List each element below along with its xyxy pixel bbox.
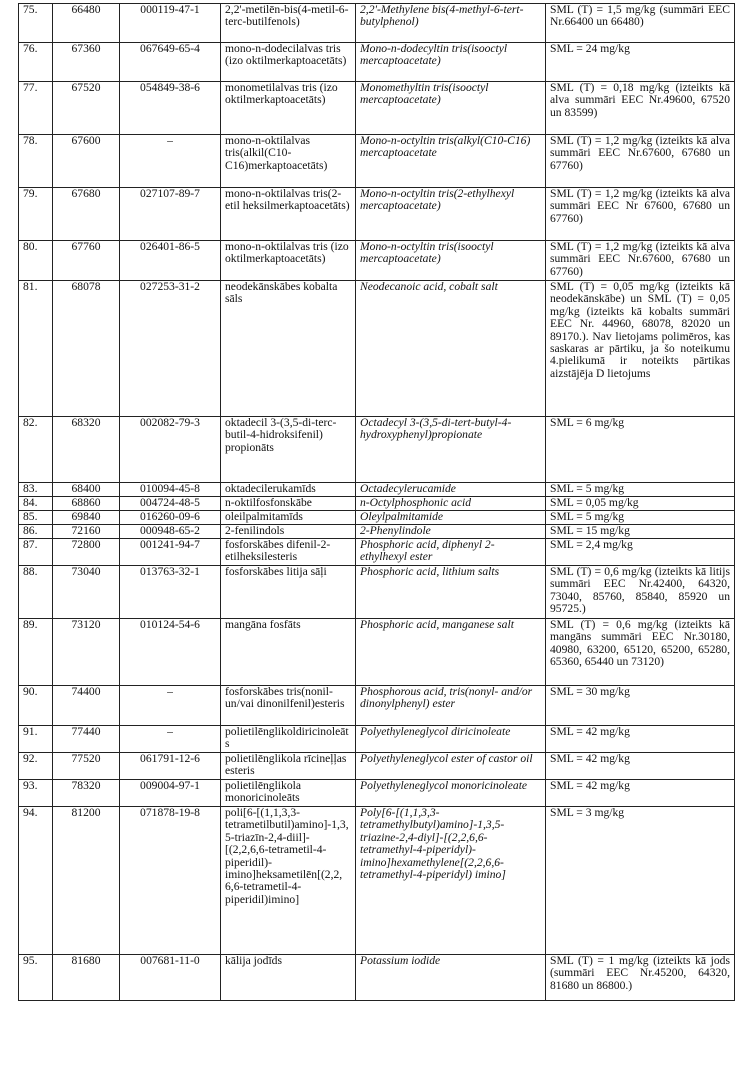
restriction-limit: SML = 3 mg/kg — [546, 807, 735, 955]
cas-number: 004724-48-5 — [120, 497, 221, 511]
restriction-limit: SML (T) = 0,6 mg/kg (izteikts kā mangāns summāri EEC Nr.30180, 40980, 63200, 65120, 65200, 65280, 65360, 65440 un 73120) — [546, 619, 735, 686]
substance-name-lv: 2,2'-metilēn-bis(4-metil-6-terc-butilfenols) — [221, 4, 356, 43]
cas-number: – — [120, 135, 221, 188]
row-number: 86. — [19, 525, 53, 539]
substance-name-en: Octadecylerucamide — [356, 483, 546, 497]
cas-number: 010124-54-6 — [120, 619, 221, 686]
restriction-limit: SML = 2,4 mg/kg — [546, 539, 735, 566]
substance-name-lv: fosforskābes tris(nonil- un/vai dinonilfenil)esteris — [221, 686, 356, 726]
substance-name-lv: 2-fenilindols — [221, 525, 356, 539]
table-row — [19, 619, 735, 686]
table-row — [19, 566, 735, 619]
ref-number: 77520 — [53, 753, 120, 780]
table-row — [19, 807, 735, 955]
substance-name-lv: n-oktilfosfonskābe — [221, 497, 356, 511]
table-row — [19, 525, 735, 539]
substance-name-en: Mono-n-octyltin tris(alkyl(C10-C16) mercaptoacetate — [356, 135, 546, 188]
row-number: 90. — [19, 686, 53, 726]
table-row — [19, 483, 735, 497]
ref-number: 77440 — [53, 726, 120, 753]
substance-name-en: Poly[6-[(1,1,3,3-tetramethylbutyl)amino]-1,3,5-triazine-2,4-diyl]-[(2,2,6,6-tetramethyl-4-piperidyl)-imino]hexamethylene[(2,2,6,6-tetramethyl-4-piperidyl) imino] — [356, 807, 546, 955]
substance-name-lv: mono-n-dodecilalvas tris (izo oktilmerkaptoacetāts) — [221, 43, 356, 82]
table-row — [19, 4, 735, 43]
cas-number: 026401-86-5 — [120, 241, 221, 281]
row-number: 78. — [19, 135, 53, 188]
ref-number: 72800 — [53, 539, 120, 566]
table-row — [19, 135, 735, 188]
table-row — [19, 686, 735, 726]
substance-name-lv: mono-n-oktilalvas tris(alkil(C10-C16)merkaptoacetāts) — [221, 135, 356, 188]
table-row — [19, 726, 735, 753]
cas-number: 013763-32-1 — [120, 566, 221, 619]
restriction-limit: SML = 0,05 mg/kg — [546, 497, 735, 511]
substance-name-lv: polietilēnglikola rīcineļļas esteris — [221, 753, 356, 780]
row-number: 75. — [19, 4, 53, 43]
ref-number: 67360 — [53, 43, 120, 82]
substance-name-lv: polietilēnglikoldiricinoleāts — [221, 726, 356, 753]
row-number: 95. — [19, 955, 53, 1001]
substance-name-en: Polyethyleneglycol monoricinoleate — [356, 780, 546, 807]
substance-name-lv: kālija jodīds — [221, 955, 356, 1001]
ref-number: 68320 — [53, 417, 120, 483]
substance-name-lv: neodekānskābes kobalta sāls — [221, 281, 356, 417]
row-number: 82. — [19, 417, 53, 483]
row-number: 87. — [19, 539, 53, 566]
ref-number: 73040 — [53, 566, 120, 619]
table-body — [19, 4, 735, 1001]
substance-name-lv: poli[6-[(1,1,3,3-tetrametilbutil)amino]-1,3,5-triazīn-2,4-diil]-[(2,2,6,6-tetrametil-4-piperidil)-imino]heksametilēn[(2,2, 6,6-tetrametil-4-piperidil)imino] — [221, 807, 356, 955]
substance-name-en: Mono-n-octyltin tris(2-ethylhexyl mercaptoacetate) — [356, 188, 546, 241]
row-number: 85. — [19, 511, 53, 525]
row-number: 76. — [19, 43, 53, 82]
substance-name-en: Mono-n-dodecyltin tris(isooctyl mercaptoacetate) — [356, 43, 546, 82]
substance-name-lv: mono-n-oktilalvas tris(2-etil heksilmerkaptoacetāts) — [221, 188, 356, 241]
cas-number: 000119-47-1 — [120, 4, 221, 43]
row-number: 92. — [19, 753, 53, 780]
cas-number: 016260-09-6 — [120, 511, 221, 525]
cas-number: 007681-11-0 — [120, 955, 221, 1001]
row-number: 84. — [19, 497, 53, 511]
cas-number: 002082-79-3 — [120, 417, 221, 483]
restriction-limit: SML = 30 mg/kg — [546, 686, 735, 726]
substance-name-lv: oleilpalmitamīds — [221, 511, 356, 525]
restriction-limit: SML = 42 mg/kg — [546, 726, 735, 753]
cas-number: 027253-31-2 — [120, 281, 221, 417]
ref-number: 74400 — [53, 686, 120, 726]
ref-number: 66480 — [53, 4, 120, 43]
substance-name-en: Phosphoric acid, diphenyl 2-ethylhexyl ester — [356, 539, 546, 566]
row-number: 80. — [19, 241, 53, 281]
table-row — [19, 497, 735, 511]
row-number: 94. — [19, 807, 53, 955]
substances-table — [18, 3, 735, 1001]
substance-name-en: Polyethyleneglycol diricinoleate — [356, 726, 546, 753]
ref-number: 72160 — [53, 525, 120, 539]
table-row — [19, 241, 735, 281]
table-row — [19, 82, 735, 135]
restriction-limit: SML = 15 mg/kg — [546, 525, 735, 539]
row-number: 89. — [19, 619, 53, 686]
restriction-limit: SML = 42 mg/kg — [546, 753, 735, 780]
substance-name-lv: monometilalvas tris (izo oktilmerkaptoacetāts) — [221, 82, 356, 135]
substance-name-en: n-Octylphosphonic acid — [356, 497, 546, 511]
table-row — [19, 955, 735, 1001]
restriction-limit: SML (T) = 0,6 mg/kg (izteikts kā litijs summāri EEC Nr.42400, 64320, 73040, 85760, 85840, 85920 un 95725.) — [546, 566, 735, 619]
ref-number: 69840 — [53, 511, 120, 525]
table-row — [19, 281, 735, 417]
substance-name-lv: oktadecilerukamīds — [221, 483, 356, 497]
row-number: 77. — [19, 82, 53, 135]
ref-number: 81200 — [53, 807, 120, 955]
row-number: 88. — [19, 566, 53, 619]
cas-number: 009004-97-1 — [120, 780, 221, 807]
substance-name-en: Phosphorous acid, tris(nonyl- and/or dinonylphenyl) ester — [356, 686, 546, 726]
substance-name-lv: polietilēnglikola monoricinoleāts — [221, 780, 356, 807]
restriction-limit: SML (T) = 0,05 mg/kg (izteikts kā neodekānskābe) un SML (T) = 0,05 mg/kg (izteikts kā kobalts summāri EEC Nr. 44960, 68078, 82020 un 89170.). Nav lietojams polimēros, kas saskaras ar pārtiku, ja šo noteikumu 4.pielikumā ir noteikts pārtikas aizstājēja D lietojums — [546, 281, 735, 417]
substance-name-lv: fosforskābes difenil-2-etilheksilesteris — [221, 539, 356, 566]
ref-number: 68078 — [53, 281, 120, 417]
restriction-limit: SML = 42 mg/kg — [546, 780, 735, 807]
substance-name-lv: fosforskābes litija sāļi — [221, 566, 356, 619]
restriction-limit: SML = 5 mg/kg — [546, 511, 735, 525]
substance-name-en: Monomethyltin tris(isooctyl mercaptoacetate) — [356, 82, 546, 135]
row-number: 79. — [19, 188, 53, 241]
cas-number: 061791-12-6 — [120, 753, 221, 780]
substance-name-en: Phosphoric acid, manganese salt — [356, 619, 546, 686]
substance-name-en: Potassium iodide — [356, 955, 546, 1001]
table-row — [19, 511, 735, 525]
cas-number: 001241-94-7 — [120, 539, 221, 566]
document-page — [18, 3, 734, 1001]
ref-number: 81680 — [53, 955, 120, 1001]
restriction-limit: SML (T) = 0,18 mg/kg (izteikts kā alva summāri EEC Nr.49600, 67520 un 83599) — [546, 82, 735, 135]
substance-name-en: Phosphoric acid, lithium salts — [356, 566, 546, 619]
cas-number: 027107-89-7 — [120, 188, 221, 241]
table-row — [19, 188, 735, 241]
ref-number: 67520 — [53, 82, 120, 135]
substance-name-lv: mono-n-oktilalvas tris (izo oktilmerkaptoacetāts) — [221, 241, 356, 281]
substance-name-en: Oleylpalmitamide — [356, 511, 546, 525]
restriction-limit: SML (T) = 1 mg/kg (izteikts kā jods (summāri EEC Nr.45200, 64320, 81680 un 86800.) — [546, 955, 735, 1001]
substance-name-lv: oktadecil 3-(3,5-di-terc-butil-4-hidroksifenil) propionāts — [221, 417, 356, 483]
substance-name-en: Octadecyl 3-(3,5-di-tert-butyl-4-hydroxyphenyl)propionate — [356, 417, 546, 483]
table-row — [19, 43, 735, 82]
restriction-limit: SML = 6 mg/kg — [546, 417, 735, 483]
cas-number: – — [120, 686, 221, 726]
restriction-limit: SML (T) = 1,5 mg/kg (summāri EEC Nr.66400 un 66480) — [546, 4, 735, 43]
ref-number: 78320 — [53, 780, 120, 807]
ref-number: 68860 — [53, 497, 120, 511]
cas-number: 067649-65-4 — [120, 43, 221, 82]
row-number: 93. — [19, 780, 53, 807]
substance-name-lv: mangāna fosfāts — [221, 619, 356, 686]
cas-number: – — [120, 726, 221, 753]
restriction-limit: SML = 24 mg/kg — [546, 43, 735, 82]
ref-number: 68400 — [53, 483, 120, 497]
cas-number: 010094-45-8 — [120, 483, 221, 497]
row-number: 83. — [19, 483, 53, 497]
substance-name-en: Mono-n-octyltin tris(isooctyl mercaptoacetate) — [356, 241, 546, 281]
ref-number: 67600 — [53, 135, 120, 188]
ref-number: 73120 — [53, 619, 120, 686]
cas-number: 071878-19-8 — [120, 807, 221, 955]
restriction-limit: SML (T) = 1,2 mg/kg (izteikts kā alva summāri EEC Nr 67600, 67680 un 67760) — [546, 188, 735, 241]
ref-number: 67760 — [53, 241, 120, 281]
restriction-limit: SML (T) = 1,2 mg/kg (izteikts kā alva summāri EEC Nr.67600, 67680 un 67760) — [546, 241, 735, 281]
row-number: 91. — [19, 726, 53, 753]
substance-name-en: Polyethyleneglycol ester of castor oil — [356, 753, 546, 780]
table-row — [19, 539, 735, 566]
restriction-limit: SML (T) = 1,2 mg/kg (izteikts kā alva summāri EEC Nr.67600, 67680 un 67760) — [546, 135, 735, 188]
cas-number: 000948-65-2 — [120, 525, 221, 539]
table-row — [19, 417, 735, 483]
substance-name-en: 2-Phenylindole — [356, 525, 546, 539]
ref-number: 67680 — [53, 188, 120, 241]
restriction-limit: SML = 5 mg/kg — [546, 483, 735, 497]
cas-number: 054849-38-6 — [120, 82, 221, 135]
table-row — [19, 753, 735, 780]
substance-name-en: Neodecanoic acid, cobalt salt — [356, 281, 546, 417]
row-number: 81. — [19, 281, 53, 417]
substance-name-en: 2,2'-Methylene bis(4-methyl-6-tert-butylphenol) — [356, 4, 546, 43]
table-row — [19, 780, 735, 807]
